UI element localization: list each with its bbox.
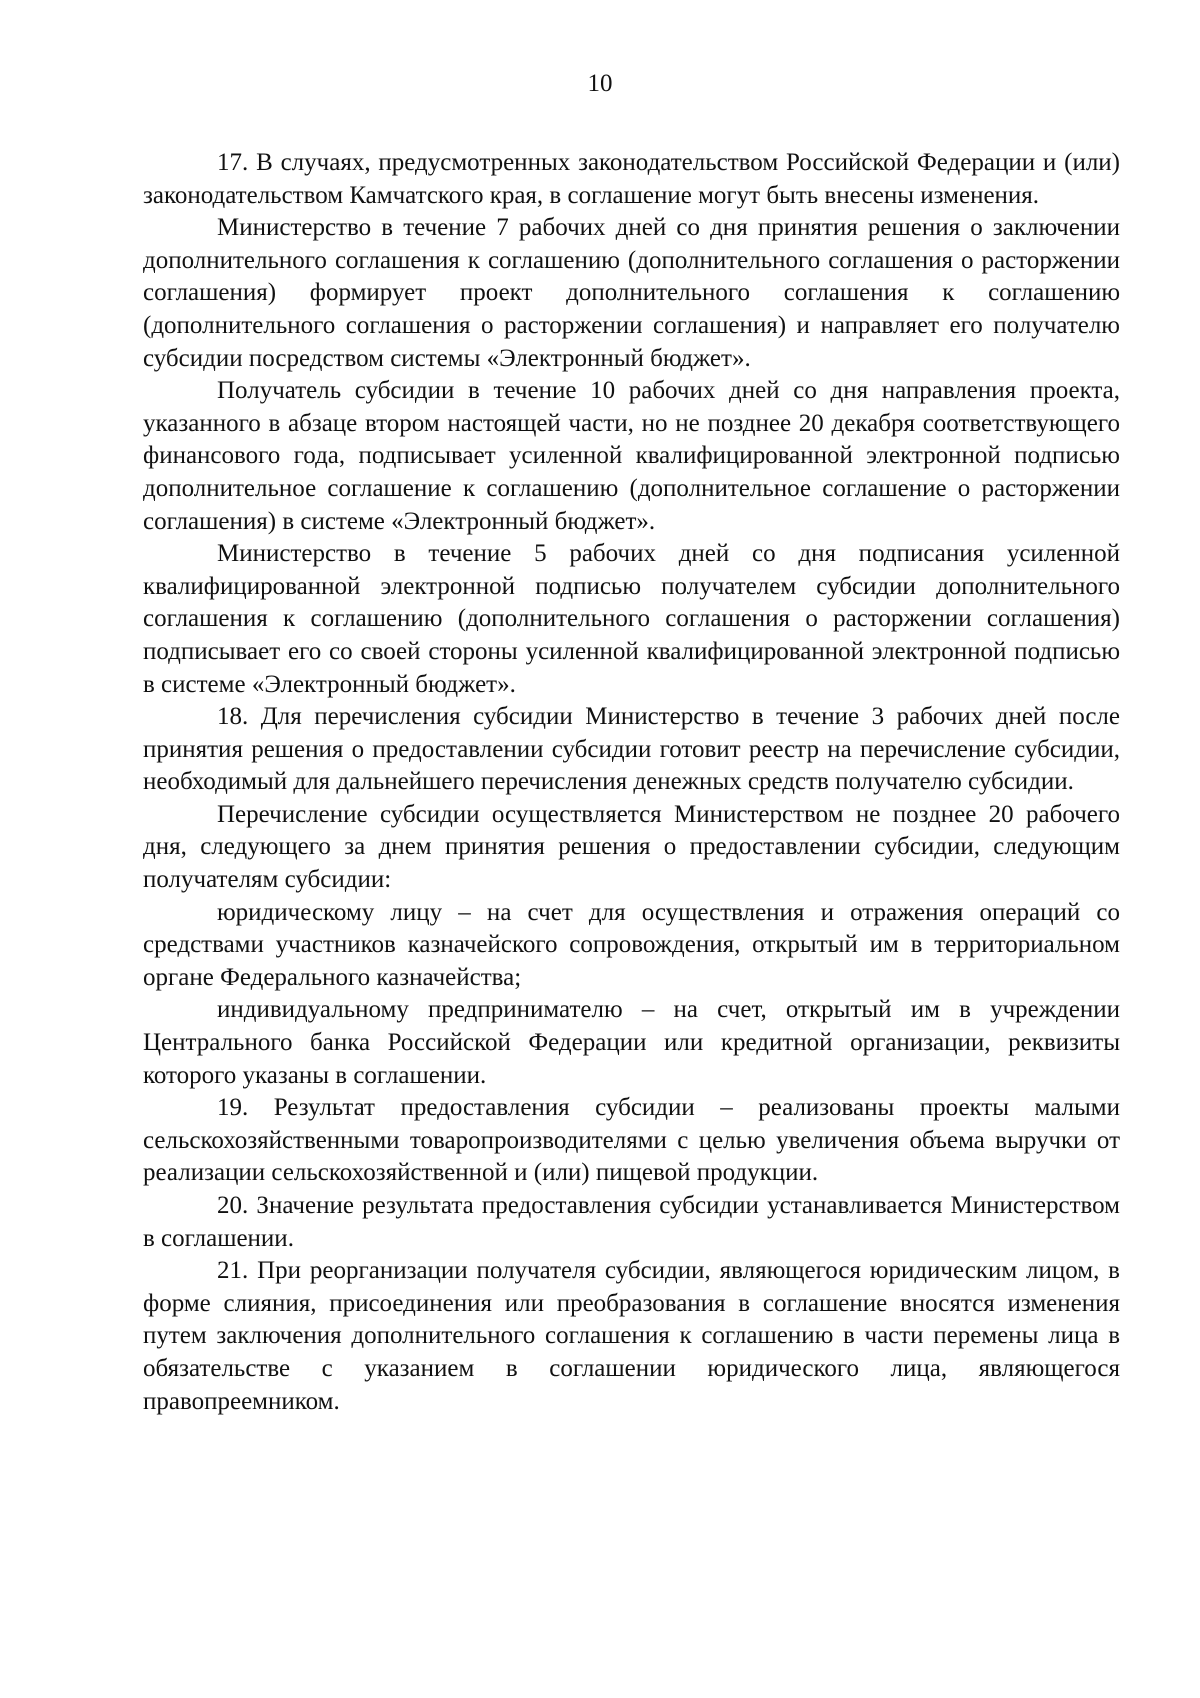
paragraph-18: 18. Для перечисления субсидии Министерство в течение 3 рабочих дней после принятия решения о предоставлении субсидии готовит реестр на перечисление субсидии, необходимый для дальнейшего перечисления денежных средств получателю субсидии.: [143, 703, 1120, 796]
document-body: [143, 147, 1120, 1418]
paragraph-19: 19. Результат предоставления субсидии – реализованы проекты малыми сельскохозяйственными товаропроизводителями с целью увеличения объема выручки от реализации сельскохозяйственной и (или) пищевой продукции.: [143, 1094, 1120, 1187]
paragraph-17-recipient-signs: Получатель субсидии в течение 10 рабочих дней со дня направления проекта, указанного в абзаце втором настоящей части, но не позднее 20 декабря соответствующего финансового года, подписывает усиленной квалифицированной электронной подписью дополнительное соглашение к соглашению (дополнительное соглашение о расторжении соглашения) в системе «Электронный бюджет».: [143, 377, 1120, 535]
paragraph-17-ministry-signs: Министерство в течение 5 рабочих дней со дня подписания усиленной квалифицированной электронной подписью получателем субсидии дополнительного соглашения к соглашению (дополнительного соглашения о расторжении соглашения) подписывает его со своей стороны усиленной квалифицированной электронной подписью в системе «Электронный бюджет».: [143, 540, 1120, 698]
paragraph-18-transfer: Перечисление субсидии осуществляется Министерством не позднее 20 рабочего дня, следующего за днем принятия решения о предоставлении субсидии, следующим получателям субсидии:: [143, 800, 1120, 894]
paragraph-21: 21. При реорганизации получателя субсидии, являющегося юридическим лицом, в форме слияния, присоединения или преобразования в соглашение вносятся изменения путем заключения дополнительного соглашения к соглашению в части перемены лица в обязательстве с указанием в соглашении юридического лица, являющегося правопреемником.: [143, 1257, 1120, 1415]
paragraph-17: 17. В случаях, предусмотренных законодательством Российской Федерации и (или) законодательством Камчатского края, в соглашение могут быть внесены изменения.: [143, 149, 1120, 209]
paragraph-17-ministry-drafts: Министерство в течение 7 рабочих дней со дня принятия решения о заключении дополнительного соглашения к соглашению (дополнительного соглашения о расторжении соглашения) формирует проект дополнительного соглашения к соглашению (дополнительного соглашения о расторжении соглашения) и направляет его получателю субсидии посредством системы «Электронный бюджет».: [143, 214, 1120, 372]
paragraph-20: 20. Значение результата предоставления субсидии устанавливается Министерством в соглашении.: [143, 1192, 1120, 1252]
paragraph-18-legal-entity: юридическому лицу – на счет для осуществления и отражения операций со средствами участников казначейского сопровождения, открытый им в территориальном органе Федерального казначейства;: [143, 898, 1120, 991]
page-number: 10: [587, 70, 613, 97]
paragraph-18-entrepreneur: индивидуальному предпринимателю – на счет, открытый им в учреждении Центрального банка Российской Федерации или кредитной организации, реквизиты которого указаны в соглашении.: [143, 996, 1120, 1089]
